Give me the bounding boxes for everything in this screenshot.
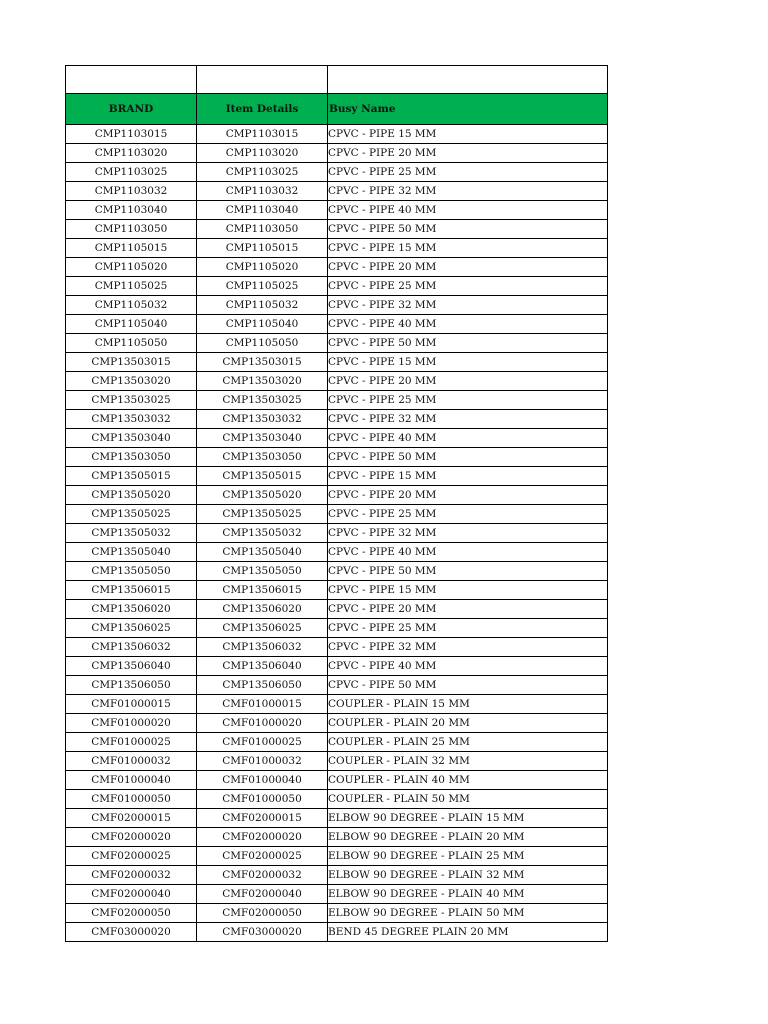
busy-name-cell[interactable]: CPVC - PIPE 40 MM (328, 657, 608, 676)
item-details-cell[interactable]: CMP13506025 (197, 619, 328, 638)
brand-cell[interactable]: CMP13503025 (66, 391, 197, 410)
table-row (66, 904, 608, 923)
item-details-cell[interactable]: CMP1105025 (197, 277, 328, 296)
table-row (66, 410, 608, 429)
table-row (66, 315, 608, 334)
item-details-cell[interactable]: CMP13503015 (197, 353, 328, 372)
busy-name-cell[interactable]: CPVC - PIPE 32 MM (328, 410, 608, 429)
busy-name-cell[interactable]: CPVC - PIPE 25 MM (328, 277, 608, 296)
item-details-cell[interactable]: CMF01000020 (197, 714, 328, 733)
item-details-cell[interactable]: CMP1103050 (197, 220, 328, 239)
table-row (66, 866, 608, 885)
brand-cell[interactable]: CMP1105020 (66, 258, 197, 277)
brand-cell[interactable]: CMP1103050 (66, 220, 197, 239)
product-table (65, 65, 608, 942)
spreadsheet-page (65, 65, 607, 942)
busy-name-cell[interactable]: ELBOW 90 DEGREE - PLAIN 20 MM (328, 828, 608, 847)
item-details-cell[interactable]: CMP13506015 (197, 581, 328, 600)
brand-cell[interactable]: CMP13503020 (66, 372, 197, 391)
brand-cell[interactable]: CMF02000040 (66, 885, 197, 904)
item-details-cell[interactable]: CMF02000040 (197, 885, 328, 904)
brand-cell[interactable]: CMP1103040 (66, 201, 197, 220)
busy-name-cell[interactable]: CPVC - PIPE 15 MM (328, 125, 608, 144)
brand-cell[interactable]: CMF01000040 (66, 771, 197, 790)
busy-name-cell[interactable]: ELBOW 90 DEGREE - PLAIN 25 MM (328, 847, 608, 866)
item-details-cell[interactable]: CMF03000020 (197, 923, 328, 942)
brand-cell[interactable]: CMF01000032 (66, 752, 197, 771)
busy-name-cell[interactable]: CPVC - PIPE 32 MM (328, 524, 608, 543)
busy-name-cell[interactable]: CPVC - PIPE 20 MM (328, 600, 608, 619)
table-row (66, 600, 608, 619)
busy-name-cell[interactable]: CPVC - PIPE 20 MM (328, 144, 608, 163)
table-row (66, 847, 608, 866)
busy-name-cell[interactable]: CPVC - PIPE 50 MM (328, 334, 608, 353)
item-details-cell[interactable]: CMP13506032 (197, 638, 328, 657)
brand-cell[interactable]: CMP1105032 (66, 296, 197, 315)
item-details-cell[interactable]: CMF01000025 (197, 733, 328, 752)
table-row (66, 486, 608, 505)
table-row (66, 372, 608, 391)
table-row (66, 695, 608, 714)
busy-name-cell[interactable]: CPVC - PIPE 50 MM (328, 220, 608, 239)
item-details-cell[interactable]: CMP1105040 (197, 315, 328, 334)
item-details-cell[interactable]: CMP13505025 (197, 505, 328, 524)
busy-name-cell[interactable]: CPVC - PIPE 32 MM (328, 638, 608, 657)
busy-name-cell[interactable]: CPVC - PIPE 40 MM (328, 543, 608, 562)
item-details-cell[interactable]: CMP1105050 (197, 334, 328, 353)
busy-name-cell[interactable]: CPVC - PIPE 50 MM (328, 562, 608, 581)
table-row (66, 277, 608, 296)
busy-name-cell[interactable]: ELBOW 90 DEGREE - PLAIN 32 MM (328, 866, 608, 885)
brand-cell[interactable]: CMP13505025 (66, 505, 197, 524)
brand-cell[interactable]: CMP1103025 (66, 163, 197, 182)
item-details-cell[interactable]: CMF01000032 (197, 752, 328, 771)
brand-cell[interactable]: CMP1105015 (66, 239, 197, 258)
busy-name-cell[interactable]: CPVC - PIPE 50 MM (328, 676, 608, 695)
brand-cell[interactable]: CMP1105025 (66, 277, 197, 296)
item-details-cell[interactable]: CMP13505015 (197, 467, 328, 486)
table-row (66, 581, 608, 600)
table-row (66, 562, 608, 581)
header-brand[interactable]: BRAND (66, 94, 197, 125)
busy-name-cell[interactable]: COUPLER - PLAIN 15 MM (328, 695, 608, 714)
item-details-cell[interactable]: CMP13503025 (197, 391, 328, 410)
busy-name-cell[interactable]: ELBOW 90 DEGREE - PLAIN 15 MM (328, 809, 608, 828)
table-row (66, 524, 608, 543)
table-row (66, 239, 608, 258)
item-details-cell[interactable]: CMP13503020 (197, 372, 328, 391)
table-row (66, 752, 608, 771)
item-details-cell[interactable]: CMP13506040 (197, 657, 328, 676)
table-row (66, 448, 608, 467)
table-row (66, 353, 608, 372)
brand-cell[interactable]: CMP13505032 (66, 524, 197, 543)
table-row (66, 733, 608, 752)
item-details-cell[interactable]: CMP13503040 (197, 429, 328, 448)
brand-cell[interactable]: CMP13503040 (66, 429, 197, 448)
item-details-cell[interactable]: CMP1103025 (197, 163, 328, 182)
brand-cell[interactable]: CMF03000020 (66, 923, 197, 942)
busy-name-cell[interactable]: BEND 45 DEGREE PLAIN 20 MM (328, 923, 608, 942)
busy-name-cell[interactable]: CPVC - PIPE 40 MM (328, 429, 608, 448)
header-item-details[interactable]: Item Details (197, 94, 328, 125)
table-row (66, 885, 608, 904)
blank-top-row (66, 66, 608, 94)
brand-cell[interactable]: CMP1103015 (66, 125, 197, 144)
item-details-cell[interactable]: CMP1105015 (197, 239, 328, 258)
busy-name-cell[interactable]: CPVC - PIPE 32 MM (328, 296, 608, 315)
header-row (66, 94, 608, 125)
brand-cell[interactable]: CMF02000050 (66, 904, 197, 923)
table-row (66, 296, 608, 315)
blank-cell[interactable] (328, 66, 608, 94)
busy-name-cell[interactable]: ELBOW 90 DEGREE - PLAIN 50 MM (328, 904, 608, 923)
item-details-cell[interactable]: CMP1103032 (197, 182, 328, 201)
item-details-cell[interactable]: CMP13506020 (197, 600, 328, 619)
busy-name-cell[interactable]: CPVC - PIPE 15 MM (328, 353, 608, 372)
brand-cell[interactable]: CMP1105050 (66, 334, 197, 353)
item-details-cell[interactable]: CMF02000025 (197, 847, 328, 866)
brand-cell[interactable]: CMP13503050 (66, 448, 197, 467)
table-row (66, 619, 608, 638)
brand-cell[interactable]: CMP13506025 (66, 619, 197, 638)
table-row (66, 144, 608, 163)
item-details-cell[interactable]: CMP1103040 (197, 201, 328, 220)
table-row (66, 505, 608, 524)
item-details-cell[interactable]: CMF02000015 (197, 809, 328, 828)
item-details-cell[interactable]: CMP13505050 (197, 562, 328, 581)
table-row (66, 201, 608, 220)
item-details-cell[interactable]: CMF01000040 (197, 771, 328, 790)
item-details-cell[interactable]: CMP13505020 (197, 486, 328, 505)
busy-name-cell[interactable]: COUPLER - PLAIN 40 MM (328, 771, 608, 790)
busy-name-cell[interactable]: COUPLER - PLAIN 20 MM (328, 714, 608, 733)
brand-cell[interactable]: CMP13506032 (66, 638, 197, 657)
busy-name-cell[interactable]: CPVC - PIPE 25 MM (328, 505, 608, 524)
table-row (66, 809, 608, 828)
table-row (66, 182, 608, 201)
item-details-cell[interactable]: CMP13505032 (197, 524, 328, 543)
table-row (66, 125, 608, 144)
busy-name-cell[interactable]: CPVC - PIPE 20 MM (328, 486, 608, 505)
busy-name-cell[interactable]: CPVC - PIPE 15 MM (328, 467, 608, 486)
brand-cell[interactable]: CMP13506050 (66, 676, 197, 695)
blank-cell[interactable] (66, 66, 197, 94)
brand-cell[interactable]: CMF01000050 (66, 790, 197, 809)
table-row (66, 657, 608, 676)
table-row (66, 828, 608, 847)
busy-name-cell[interactable]: ELBOW 90 DEGREE - PLAIN 40 MM (328, 885, 608, 904)
brand-cell[interactable]: CMF01000025 (66, 733, 197, 752)
busy-name-cell[interactable]: CPVC - PIPE 50 MM (328, 448, 608, 467)
brand-cell[interactable]: CMP13503032 (66, 410, 197, 429)
table-body (66, 125, 608, 942)
item-details-cell[interactable]: CMF02000020 (197, 828, 328, 847)
busy-name-cell[interactable]: CPVC - PIPE 40 MM (328, 201, 608, 220)
table-row (66, 220, 608, 239)
brand-cell[interactable]: CMF01000020 (66, 714, 197, 733)
table-row (66, 790, 608, 809)
busy-name-cell[interactable]: COUPLER - PLAIN 50 MM (328, 790, 608, 809)
item-details-cell[interactable]: CMP13503050 (197, 448, 328, 467)
busy-name-cell[interactable]: CPVC - PIPE 15 MM (328, 239, 608, 258)
table-row (66, 676, 608, 695)
brand-cell[interactable]: CMP1103020 (66, 144, 197, 163)
brand-cell[interactable]: CMP13503015 (66, 353, 197, 372)
brand-cell[interactable]: CMP13506015 (66, 581, 197, 600)
item-details-cell[interactable]: CMP13505040 (197, 543, 328, 562)
item-details-cell[interactable]: CMP1105032 (197, 296, 328, 315)
table-row (66, 714, 608, 733)
busy-name-cell[interactable]: CPVC - PIPE 25 MM (328, 619, 608, 638)
brand-cell[interactable]: CMF02000025 (66, 847, 197, 866)
brand-cell[interactable]: CMP1103032 (66, 182, 197, 201)
brand-cell[interactable]: CMP1105040 (66, 315, 197, 334)
item-details-cell[interactable]: CMP13503032 (197, 410, 328, 429)
busy-name-cell[interactable]: CPVC - PIPE 40 MM (328, 315, 608, 334)
table-row (66, 163, 608, 182)
table-row (66, 391, 608, 410)
busy-name-cell[interactable]: CPVC - PIPE 32 MM (328, 182, 608, 201)
busy-name-cell[interactable]: CPVC - PIPE 25 MM (328, 391, 608, 410)
busy-name-cell[interactable]: COUPLER - PLAIN 32 MM (328, 752, 608, 771)
table-row (66, 771, 608, 790)
table-row (66, 429, 608, 448)
item-details-cell[interactable]: CMF02000050 (197, 904, 328, 923)
brand-cell[interactable]: CMF02000020 (66, 828, 197, 847)
brand-cell[interactable]: CMF02000015 (66, 809, 197, 828)
brand-cell[interactable]: CMF01000015 (66, 695, 197, 714)
brand-cell[interactable]: CMP13506020 (66, 600, 197, 619)
item-details-cell[interactable]: CMP1103020 (197, 144, 328, 163)
table-row (66, 638, 608, 657)
table-row (66, 543, 608, 562)
item-details-cell[interactable]: CMP1103015 (197, 125, 328, 144)
item-details-cell[interactable]: CMP1105020 (197, 258, 328, 277)
brand-cell[interactable]: CMP13506040 (66, 657, 197, 676)
item-details-cell[interactable]: CMF02000032 (197, 866, 328, 885)
table-row (66, 334, 608, 353)
table-row (66, 258, 608, 277)
table-row (66, 467, 608, 486)
brand-cell[interactable]: CMP13505040 (66, 543, 197, 562)
busy-name-cell[interactable]: CPVC - PIPE 15 MM (328, 581, 608, 600)
busy-name-cell[interactable]: CPVC - PIPE 25 MM (328, 163, 608, 182)
brand-cell[interactable]: CMF02000032 (66, 866, 197, 885)
item-details-cell[interactable]: CMP13506050 (197, 676, 328, 695)
item-details-cell[interactable]: CMF01000015 (197, 695, 328, 714)
blank-cell[interactable] (197, 66, 328, 94)
item-details-cell[interactable]: CMF01000050 (197, 790, 328, 809)
busy-name-cell[interactable]: CPVC - PIPE 20 MM (328, 372, 608, 391)
header-busy-name[interactable]: Busy Name (328, 94, 608, 125)
busy-name-cell[interactable]: COUPLER - PLAIN 25 MM (328, 733, 608, 752)
brand-cell[interactable]: CMP13505050 (66, 562, 197, 581)
brand-cell[interactable]: CMP13505020 (66, 486, 197, 505)
busy-name-cell[interactable]: CPVC - PIPE 20 MM (328, 258, 608, 277)
brand-cell[interactable]: CMP13505015 (66, 467, 197, 486)
table-row (66, 923, 608, 942)
